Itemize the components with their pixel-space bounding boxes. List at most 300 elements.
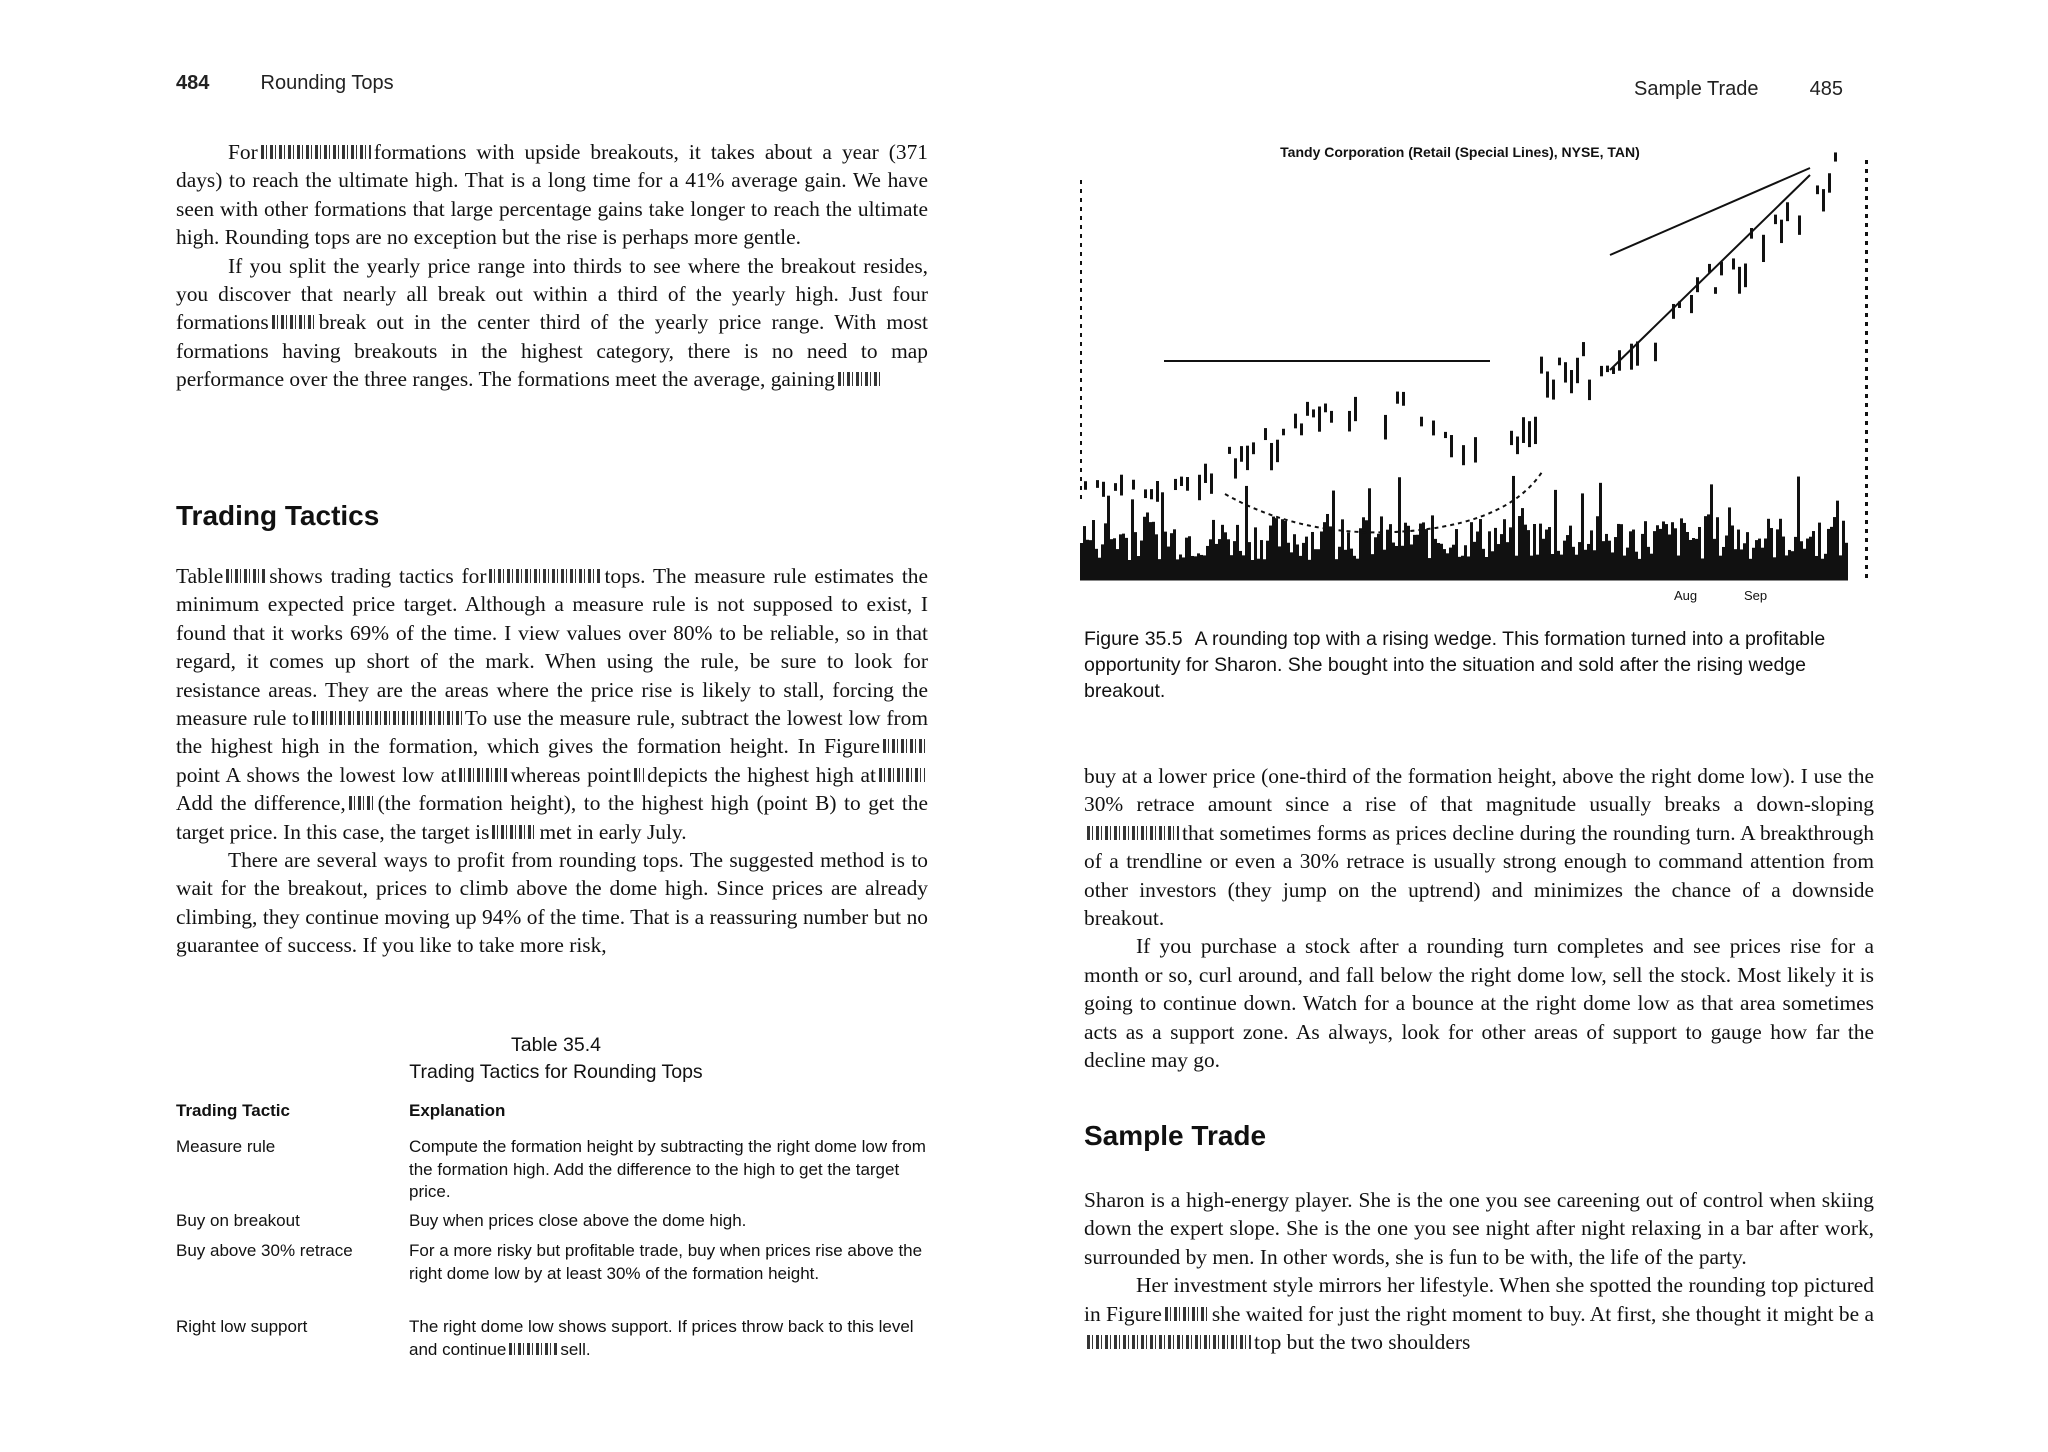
axis-tick [1865, 169, 1868, 173]
volume-bar [1656, 525, 1659, 580]
axis-tick [1865, 178, 1868, 182]
volume-bar [1188, 536, 1191, 580]
price-bar [1294, 414, 1297, 429]
figure-caption-text: A rounding top with a rising wedge. This formation turned into a profitable opportunity for Sharon. She bought into the situation and sold after the rising wedge breakout. [1084, 628, 1826, 702]
month-label-sep: Sep [1744, 588, 1768, 603]
price-bar [1528, 421, 1531, 447]
volume-bar [1587, 544, 1590, 580]
text-run: whereas point [510, 762, 632, 787]
price-bar [1522, 417, 1525, 443]
volume-bar [1410, 544, 1413, 580]
text-run: Add the difference, [176, 791, 346, 816]
volume-bar [1089, 540, 1092, 580]
volume-bar [1425, 529, 1428, 580]
price-bar [1444, 432, 1447, 438]
volume-bar [1521, 508, 1524, 580]
price-bar [1234, 458, 1237, 478]
explanation-cell [409, 1316, 939, 1361]
volume-bar [1620, 524, 1623, 580]
axis-tick [1080, 441, 1082, 445]
volume-bar [1626, 548, 1629, 580]
volume-bar [1416, 535, 1419, 580]
text-run: Her investment style mirrors her lifestyle. When she spotted the rounding top pictured in Figure [1084, 1273, 1874, 1326]
volume-bar [1086, 540, 1089, 580]
price-bar [1816, 185, 1819, 194]
axis-tick [1865, 547, 1868, 551]
axis-tick [1080, 432, 1082, 436]
volume-bar [1512, 476, 1515, 580]
text-run: buy at a lower price (one-third of the formation height, above the right dome low). I use the 30% retrace amount since a rise of that magnitude usually breaks a down-sloping [1084, 764, 1874, 817]
right-page [1024, 0, 2048, 1452]
volume-bar [1080, 543, 1083, 580]
volume-bar [1488, 531, 1491, 580]
volume-bar [1623, 556, 1626, 580]
axis-tick [1080, 396, 1082, 400]
axis-tick [1080, 450, 1082, 454]
volume-bar [1449, 548, 1452, 580]
price-bar [1654, 343, 1657, 362]
axis-tick [1865, 313, 1868, 317]
volume-bar [1830, 527, 1833, 580]
volume-bar [1494, 528, 1497, 580]
volume-bar [1743, 543, 1746, 580]
volume-bar [1803, 549, 1806, 580]
volume-bar [1698, 527, 1701, 580]
text-run: depicts the highest high at [647, 762, 876, 787]
axis-tick [1865, 214, 1868, 218]
axis-tick [1865, 250, 1868, 254]
volume-bar [1101, 544, 1104, 580]
garbled-glyphs [879, 768, 925, 782]
volume-bar [1098, 558, 1101, 580]
volume-bar [1218, 539, 1221, 580]
volume-bar [1338, 547, 1341, 580]
axis-tick [1865, 520, 1868, 524]
volume-bar [1815, 556, 1818, 580]
figure-caption [1084, 626, 1874, 704]
table-header-tactic: Trading Tactic [176, 1101, 290, 1120]
volume-bar [1311, 532, 1314, 580]
trading-tactics-table [176, 1100, 936, 1370]
price-bar [1798, 215, 1801, 234]
text-run: If you split the yearly price range into thirds to see where the breakout resides, you discover that nearly all break out within a third of the yearly high. Just four formations [176, 253, 928, 335]
volume-bar [1515, 556, 1518, 580]
garbled-glyphs [349, 796, 375, 810]
table-title: Trading Tactics for Rounding Tops [409, 1061, 703, 1083]
axis-tick [1080, 342, 1082, 346]
wedge-lower-trendline [1610, 175, 1810, 370]
volume-bar [1380, 516, 1383, 580]
volume-bar [1779, 519, 1782, 580]
axis-tick [1080, 288, 1082, 292]
paragraph [176, 252, 928, 394]
volume-bar [1116, 549, 1119, 580]
volume-bar [1173, 529, 1176, 580]
volume-bar [1518, 516, 1521, 580]
price-bar [1150, 489, 1153, 499]
price-bar [1120, 475, 1123, 496]
volume-bar [1665, 524, 1668, 580]
volume-bar [1581, 493, 1584, 580]
paragraph: There are several ways to profit from rounding tops. The suggested method is to wait for the breakout, prices to climb above the dome high. Since prices are already climbing, they continue moving up 94% of the time. That is a reassuring number but no guarantee of success. If you like to take more risk, [176, 848, 928, 958]
price-bar [1264, 428, 1267, 440]
paragraph: Sharon is a high-energy player. She is the one you see careening out of control when skiing down the expert slope. She is the one you see night after night relaxing in a bar after work, surrounded by men. In other words, she is fun to be with, the life of the party. [1084, 1188, 1874, 1269]
volume-bar [1701, 558, 1704, 580]
volume-bar [1128, 560, 1131, 580]
volume-bar [1326, 514, 1329, 580]
volume-bar [1746, 532, 1749, 580]
axis-tick [1865, 493, 1868, 497]
volume-bar [1431, 515, 1434, 580]
volume-bar [1632, 530, 1635, 580]
volume-bar [1542, 539, 1545, 580]
volume-bar [1203, 555, 1206, 580]
volume-bar [1281, 519, 1284, 580]
volume-bar [1320, 531, 1323, 580]
figure-number: Figure 35.5 [1084, 628, 1183, 650]
volume-bar [1467, 556, 1470, 580]
volume-bar [1503, 519, 1506, 580]
tactic-cell: Buy above 30% retrace [176, 1241, 353, 1260]
volume-bar [1644, 521, 1647, 580]
text-run: point A shows the lowest low at [176, 762, 457, 787]
garbled-glyphs [1087, 826, 1179, 840]
price-bar [1252, 442, 1255, 454]
axis-tick [1080, 423, 1082, 427]
volume-bar [1233, 541, 1236, 580]
volume-bar [1611, 552, 1614, 580]
volume-bar [1278, 546, 1281, 580]
volume-bar [1572, 547, 1575, 580]
garbled-glyphs [838, 372, 882, 386]
axis-tick [1080, 333, 1082, 337]
axis-tick [1080, 216, 1082, 220]
price-bar [1474, 437, 1477, 462]
axis-tick [1865, 286, 1868, 290]
volume-bar [1713, 539, 1716, 580]
volume-bar [1821, 559, 1824, 580]
price-bar [1774, 215, 1777, 225]
volume-bar [1266, 541, 1269, 580]
price-bar [1300, 423, 1303, 435]
volume-bar [1629, 531, 1632, 580]
volume-bar [1725, 535, 1728, 580]
volume-bar [1563, 541, 1566, 580]
volume-bar [1110, 539, 1113, 580]
volume-bar [1797, 477, 1800, 580]
volume-bar [1482, 549, 1485, 580]
volume-bar [1614, 537, 1617, 580]
price-bar [1312, 409, 1315, 417]
axis-tick [1865, 430, 1868, 434]
volume-bars [1080, 476, 1848, 580]
volume-bar [1395, 546, 1398, 580]
stock-chart [1080, 140, 1900, 620]
axis-tick [1080, 486, 1082, 490]
volume-bar [1824, 554, 1827, 580]
volume-bar [1782, 537, 1785, 580]
price-bar [1228, 447, 1231, 454]
volume-bar [1221, 525, 1224, 580]
volume-bar [1257, 559, 1260, 580]
volume-bar [1143, 517, 1146, 580]
volume-bar [1635, 552, 1638, 580]
volume-bar [1095, 549, 1098, 580]
volume-bar [1155, 534, 1158, 580]
volume-bar [1398, 477, 1401, 580]
volume-bar [1131, 499, 1134, 580]
volume-bar [1833, 517, 1836, 580]
garbled-glyphs [489, 569, 601, 583]
text-run: top but the two shoulders [1254, 1330, 1471, 1355]
price-bar [1588, 380, 1591, 400]
volume-bar [1323, 522, 1326, 580]
volume-bar [1167, 547, 1170, 580]
volume-bar [1164, 532, 1167, 580]
price-bar [1462, 445, 1465, 465]
volume-bar [1836, 501, 1839, 580]
volume-bar [1152, 522, 1155, 580]
volume-bar [1641, 534, 1644, 580]
volume-bar [1362, 517, 1365, 580]
volume-bar [1761, 548, 1764, 580]
volume-bar [1668, 535, 1671, 580]
volume-bar [1248, 542, 1251, 580]
volume-bar [1818, 523, 1821, 580]
volume-bar [1680, 518, 1683, 580]
axis-tick [1865, 421, 1868, 425]
explanation-cell: Buy when prices close above the dome high. [409, 1211, 747, 1230]
volume-bar [1290, 552, 1293, 580]
volume-bar [1359, 528, 1362, 580]
table-number: Table 35.4 [511, 1034, 601, 1056]
axis-tick [1865, 241, 1868, 245]
volume-bar [1284, 521, 1287, 580]
tactic-cell: Measure rule [176, 1137, 276, 1156]
axis-tick [1080, 414, 1082, 418]
axis-tick [1080, 378, 1082, 382]
volume-bar [1422, 522, 1425, 580]
garbled-glyphs [226, 569, 266, 583]
volume-bar [1737, 530, 1740, 580]
paragraph [1084, 1271, 1874, 1356]
axis-tick [1080, 468, 1082, 472]
axis-tick [1865, 295, 1868, 299]
axis-tick [1865, 439, 1868, 443]
axis-tick [1865, 538, 1868, 542]
volume-bar [1317, 549, 1320, 580]
price-bar [1384, 415, 1387, 440]
right-top-text [1084, 762, 1874, 1074]
volume-bar [1299, 556, 1302, 580]
price-bar [1198, 475, 1201, 500]
price-bar [1762, 235, 1765, 262]
volume-bar [1392, 543, 1395, 580]
axis-tick [1080, 360, 1082, 364]
volume-bar [1161, 492, 1164, 580]
volume-bar [1146, 512, 1149, 580]
volume-bar [1695, 539, 1698, 580]
volume-bar [1731, 525, 1734, 580]
paragraph [176, 138, 928, 252]
axis-tick [1865, 511, 1868, 515]
text-run: met in early July. [539, 819, 687, 844]
volume-bar [1638, 559, 1641, 580]
price-bar [1174, 479, 1177, 490]
volume-bar [1764, 538, 1767, 580]
volume-bar [1476, 532, 1479, 580]
volume-bar [1716, 517, 1719, 580]
volume-bar [1287, 543, 1290, 580]
axis-tick [1865, 448, 1868, 452]
price-bar [1744, 264, 1747, 288]
price-bar [1210, 473, 1213, 493]
price-bar [1570, 370, 1573, 393]
volume-bar [1767, 519, 1770, 580]
volume-bar [1374, 537, 1377, 580]
price-bar [1714, 287, 1717, 294]
axis-tick [1865, 349, 1868, 353]
volume-bar [1791, 551, 1794, 580]
volume-bar [1434, 539, 1437, 580]
table-caption [356, 1032, 756, 1086]
volume-bar [1446, 553, 1449, 580]
volume-bar [1671, 522, 1674, 580]
volume-bar [1443, 549, 1446, 580]
left-intro-text [176, 138, 928, 394]
volume-bar [1686, 532, 1689, 580]
axis-tick [1865, 187, 1868, 191]
axis-tick [1865, 358, 1868, 362]
axis-tick [1080, 459, 1082, 463]
volume-bar [1371, 554, 1374, 580]
volume-bar [1689, 540, 1692, 580]
explanation-cell: For a more risky but profitable trade, buy when prices rise above the right dome low by at least 30% of the formation height. [409, 1241, 923, 1283]
price-bar [1564, 362, 1567, 382]
volume-bar [1491, 551, 1494, 580]
volume-bar [1800, 541, 1803, 580]
volume-bar [1662, 521, 1665, 580]
price-bar [1282, 429, 1285, 436]
price-bar [1432, 421, 1435, 436]
volume-bar [1530, 556, 1533, 580]
axis-tick [1080, 189, 1082, 193]
left-running-title: Rounding Tops [260, 72, 394, 94]
volume-bar [1329, 526, 1332, 580]
volume-bar [1113, 538, 1116, 580]
volume-bar [1842, 521, 1845, 580]
volume-bar [1236, 525, 1239, 580]
paragraph: If you purchase a stock after a rounding turn completes and see prices rise for a month or so, curl around, and fall below the right dome low, sell the stock. Most likely it is going to continue down. Watch for a bounce at the right dome low as that area sometimes acts as a support zone. As always, look for other areas of support to gauge how far the decline may go. [1084, 934, 1874, 1073]
volume-bar [1479, 519, 1482, 580]
volume-bar [1650, 554, 1653, 580]
volume-bar [1710, 484, 1713, 580]
volume-bar [1314, 549, 1317, 580]
price-bar [1540, 357, 1543, 374]
volume-bar [1653, 531, 1656, 580]
volume-bar [1341, 519, 1344, 580]
garbled-glyphs [1087, 1335, 1251, 1349]
price-bar [1348, 411, 1351, 432]
price-bar [1582, 342, 1585, 356]
volume-bar [1428, 558, 1431, 580]
axis-tick [1080, 207, 1082, 211]
axis-tick [1865, 484, 1868, 488]
axis-tick [1865, 529, 1868, 533]
price-bar [1306, 402, 1309, 416]
price-bar [1330, 411, 1333, 423]
volume-bar [1242, 555, 1245, 580]
volume-bar [1812, 531, 1815, 580]
volume-bar [1728, 507, 1731, 580]
volume-bar [1788, 550, 1791, 580]
garbled-glyphs [1165, 1307, 1209, 1321]
volume-bar [1557, 551, 1560, 580]
volume-bar [1617, 524, 1620, 580]
axis-tick [1865, 268, 1868, 272]
price-bar [1084, 481, 1087, 490]
price-bar [1780, 220, 1783, 243]
right-page-number: 485 [1809, 78, 1844, 100]
axis-tick [1865, 565, 1868, 569]
explanation-cell: Compute the formation height by subtracting the right dome low from the formation high. Add the difference to the high to get the target price. [409, 1137, 926, 1201]
volume-bar [1749, 559, 1752, 580]
volume-bar [1509, 527, 1512, 580]
axis-tick [1865, 340, 1868, 344]
garbled-glyphs [883, 739, 925, 753]
volume-bar [1137, 556, 1140, 580]
axis-tick [1865, 457, 1868, 461]
volume-bar [1158, 559, 1161, 580]
axis-tick [1080, 225, 1082, 229]
volume-bar [1200, 555, 1203, 580]
volume-bar [1332, 491, 1335, 580]
volume-bar [1260, 540, 1263, 580]
axis-tick [1865, 394, 1868, 398]
axis-tick [1865, 259, 1868, 263]
right-running-head [1634, 78, 1843, 101]
volume-bar [1755, 540, 1758, 580]
axis-tick [1080, 243, 1082, 247]
volume-bar [1752, 548, 1755, 580]
volume-bar [1527, 530, 1530, 580]
price-bar [1102, 482, 1105, 497]
figure-35-5 [1080, 140, 1900, 620]
month-label-aug: Aug [1674, 588, 1698, 603]
section-title-trading-tactics: Trading Tactics [176, 500, 380, 531]
volume-bar [1827, 529, 1830, 580]
volume-bar [1368, 488, 1371, 580]
axis-tick [1080, 315, 1082, 319]
volume-bar [1170, 533, 1173, 580]
price-bar [1786, 202, 1789, 221]
volume-bar [1506, 542, 1509, 580]
price-bar [1420, 417, 1423, 427]
volume-bar [1596, 516, 1599, 580]
axis-tick [1080, 405, 1082, 409]
volume-bar [1440, 544, 1443, 580]
volume-bar [1548, 527, 1551, 580]
volume-bar [1845, 543, 1848, 580]
price-bar [1828, 173, 1831, 192]
garbled-glyphs [272, 315, 316, 329]
axis-tick [1080, 261, 1082, 265]
volume-bar [1785, 555, 1788, 580]
volume-bar [1191, 556, 1194, 580]
volume-bar [1536, 555, 1539, 580]
volume-bar [1269, 526, 1272, 580]
volume-bar [1602, 541, 1605, 580]
